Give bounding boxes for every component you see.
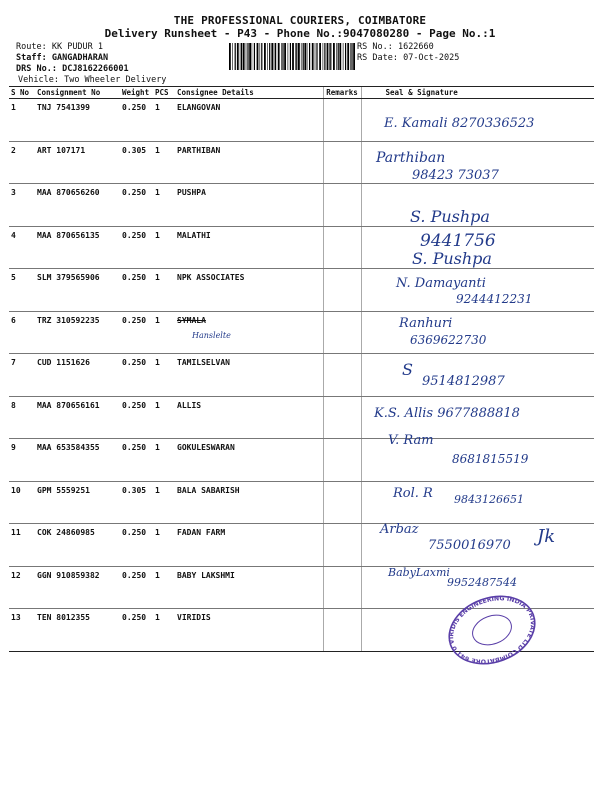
signature-6-name: Ranhuri: [399, 316, 453, 331]
row-consignee: PARTHIBAN: [175, 141, 323, 184]
row-weight: 0.250: [120, 184, 153, 227]
row-sno: 11: [9, 524, 35, 567]
rs-no-value: 1622660: [397, 42, 434, 52]
row-weight: 0.250: [120, 226, 153, 269]
row-remarks: [323, 396, 361, 439]
table-row: [9, 226, 594, 269]
row-sno: 7: [9, 354, 35, 397]
row-weight: 0.250: [120, 439, 153, 482]
table-row: [9, 354, 594, 397]
signature-9-phone: 8681815519: [452, 452, 529, 466]
signature-11-phone: 7550016970: [428, 538, 511, 553]
row-consignee: BALA SABARISH: [175, 481, 323, 524]
row-pcs: 1: [153, 184, 175, 227]
signature-12-phone: 9952487544: [447, 576, 517, 589]
row-weight: 0.250: [120, 311, 153, 354]
signature-11-mark: Jk: [537, 526, 556, 547]
row-pcs: 1: [153, 481, 175, 524]
row-consignment: GPM 5559251: [35, 481, 120, 524]
col-weight: Weight: [120, 87, 153, 99]
row-pcs: 1: [153, 269, 175, 312]
row-weight: 0.250: [120, 396, 153, 439]
row-sno: 3: [9, 184, 35, 227]
signature-10-name: Rol. R: [393, 486, 433, 501]
row-consignee: MALATHI: [175, 226, 323, 269]
col-signature: Seal & Signature: [361, 87, 594, 99]
table-header-row: [9, 87, 594, 99]
row-pcs: 1: [153, 311, 175, 354]
runsheet-line: Delivery Runsheet - P43 - Phone No.:9047080280 - Page No.:1: [104, 27, 496, 40]
signature-5-phone: 9244412231: [456, 292, 533, 306]
row-remarks: [323, 311, 361, 354]
row-sno: 2: [9, 141, 35, 184]
drs-label: DRS No.:: [16, 64, 57, 74]
vehicle-line: [18, 75, 166, 85]
row-sno: 12: [9, 566, 35, 609]
table-row: [9, 184, 594, 227]
row-sno: 9: [9, 439, 35, 482]
signature-11-name: Arbaz: [380, 522, 419, 537]
row-consignment: SLM 379565906: [35, 269, 120, 312]
row-consignee: SYMALA: [175, 311, 323, 354]
row-pcs: 1: [153, 396, 175, 439]
row-weight: 0.305: [120, 141, 153, 184]
row-weight: 0.250: [120, 269, 153, 312]
signature-1: E. Kamali 8270336523: [384, 116, 535, 131]
rs-no-label: RS No.:: [357, 42, 393, 52]
row-weight: 0.250: [120, 524, 153, 567]
row-consignment: ART 107171: [35, 141, 120, 184]
row-consignee: GOKULESWARAN: [175, 439, 323, 482]
row6-handwritten-note: Hanslelte: [192, 331, 231, 340]
row-consignment: GGN 910859382: [35, 566, 120, 609]
row-consignment: TNJ 7541399: [35, 99, 120, 142]
row-consignee: FADAN FARM: [175, 524, 323, 567]
row-weight: 0.250: [120, 354, 153, 397]
table-row: [9, 141, 594, 184]
row-sno: 1: [9, 99, 35, 142]
row-remarks: [323, 99, 361, 142]
rs-date-value: 07-Oct-2025: [403, 53, 460, 63]
row-sno: 8: [9, 396, 35, 439]
company-title: THE PROFESSIONAL COURIERS, COIMBATORE: [173, 14, 427, 27]
row-consignee: PUSHPA: [175, 184, 323, 227]
row-remarks: [323, 566, 361, 609]
company-seal: [444, 594, 540, 666]
row-sno: 5: [9, 269, 35, 312]
col-pcs: PCS: [153, 87, 175, 99]
drs-value: DCJ8162266001: [62, 64, 129, 74]
route-line: [16, 42, 103, 52]
signature-7-phone: 9514812987: [422, 374, 505, 389]
signature-9-name: V. Ram: [388, 433, 434, 448]
row-remarks: [323, 354, 361, 397]
row-consignee: BABY LAKSHMI: [175, 566, 323, 609]
runsheet-table: [9, 86, 594, 652]
row-sno: 10: [9, 481, 35, 524]
signature-12-name: BabyLaxmi: [388, 566, 450, 579]
row-pcs: 1: [153, 524, 175, 567]
row-remarks: [323, 226, 361, 269]
row-weight: 0.305: [120, 481, 153, 524]
signature-5-name: N. Damayanti: [396, 276, 486, 291]
signature-7-mark: S: [402, 360, 413, 379]
vehicle-label: Vehicle:: [18, 75, 59, 85]
row-remarks: [323, 609, 361, 652]
row-pcs: 1: [153, 141, 175, 184]
col-sno: S No: [9, 87, 35, 99]
col-consignment: Consignment No: [35, 87, 120, 99]
row-weight: 0.250: [120, 99, 153, 142]
rs-date-line: [357, 53, 459, 63]
row-sno: 4: [9, 226, 35, 269]
row-pcs: 1: [153, 226, 175, 269]
staff-label: Staff:: [16, 53, 47, 63]
table-row: [9, 311, 594, 354]
staff-value: GANGADHARAN: [51, 53, 109, 63]
barcode: [229, 43, 355, 70]
row-remarks: [323, 141, 361, 184]
signature-2-name: Parthiban: [376, 150, 446, 166]
row-pcs: 1: [153, 354, 175, 397]
row-remarks: [323, 524, 361, 567]
row-consignee: ELANGOVAN: [175, 99, 323, 142]
row-consignee: VIRIDIS: [175, 609, 323, 652]
drs-line: [16, 64, 129, 74]
row-pcs: 1: [153, 99, 175, 142]
row-consignment: MAA 870656135: [35, 226, 120, 269]
route-label: Route:: [16, 42, 47, 52]
signature-6-phone: 6369622730: [410, 333, 487, 347]
row-consignment: MAA 870656260: [35, 184, 120, 227]
row-consignee: NPK ASSOCIATES: [175, 269, 323, 312]
col-consignee: Consignee Details: [175, 87, 323, 99]
signature-2-phone: 98423 73037: [412, 168, 499, 183]
row-consignment: CUD 1151626: [35, 354, 120, 397]
rs-no-line: [357, 42, 434, 52]
staff-line: [16, 53, 108, 63]
row-consignee: TAMILSELVAN: [175, 354, 323, 397]
row-pcs: 1: [153, 609, 175, 652]
row-sno: 13: [9, 609, 35, 652]
row-consignment: MAA 870656161: [35, 396, 120, 439]
row-remarks: [323, 481, 361, 524]
rs-date-label: RS Date:: [357, 53, 398, 63]
row-remarks: [323, 184, 361, 227]
col-remarks: Remarks: [323, 87, 361, 99]
row-remarks: [323, 439, 361, 482]
row-remarks: [323, 269, 361, 312]
signature-4-phone: 9441756: [420, 231, 496, 251]
row-consignment: TEN 8012355: [35, 609, 120, 652]
row-consignee: ALLIS: [175, 396, 323, 439]
row-pcs: 1: [153, 566, 175, 609]
row-consignment: MAA 653584355: [35, 439, 120, 482]
vehicle-value: Two Wheeler Delivery: [64, 75, 167, 85]
signature-10-phone: 9843126651: [454, 493, 524, 506]
row-consignment: COK 24860985: [35, 524, 120, 567]
row-weight: 0.250: [120, 609, 153, 652]
row-weight: 0.250: [120, 566, 153, 609]
signature-4-name: S. Pushpa: [412, 249, 492, 268]
route-value: KK PUDUR 1: [51, 42, 104, 52]
row-sno: 6: [9, 311, 35, 354]
signature-3: S. Pushpa: [410, 207, 490, 226]
signature-8: K.S. Allis 9677888818: [374, 406, 520, 421]
svg-text:VIRIDIS ENGINEERING INDIA PRIV: VIRIDIS ENGINEERING INDIA PRIVATE LTD COIMBATORE 641 019: [448, 595, 536, 665]
row-pcs: 1: [153, 439, 175, 482]
row-consignment: TRZ 310592235: [35, 311, 120, 354]
